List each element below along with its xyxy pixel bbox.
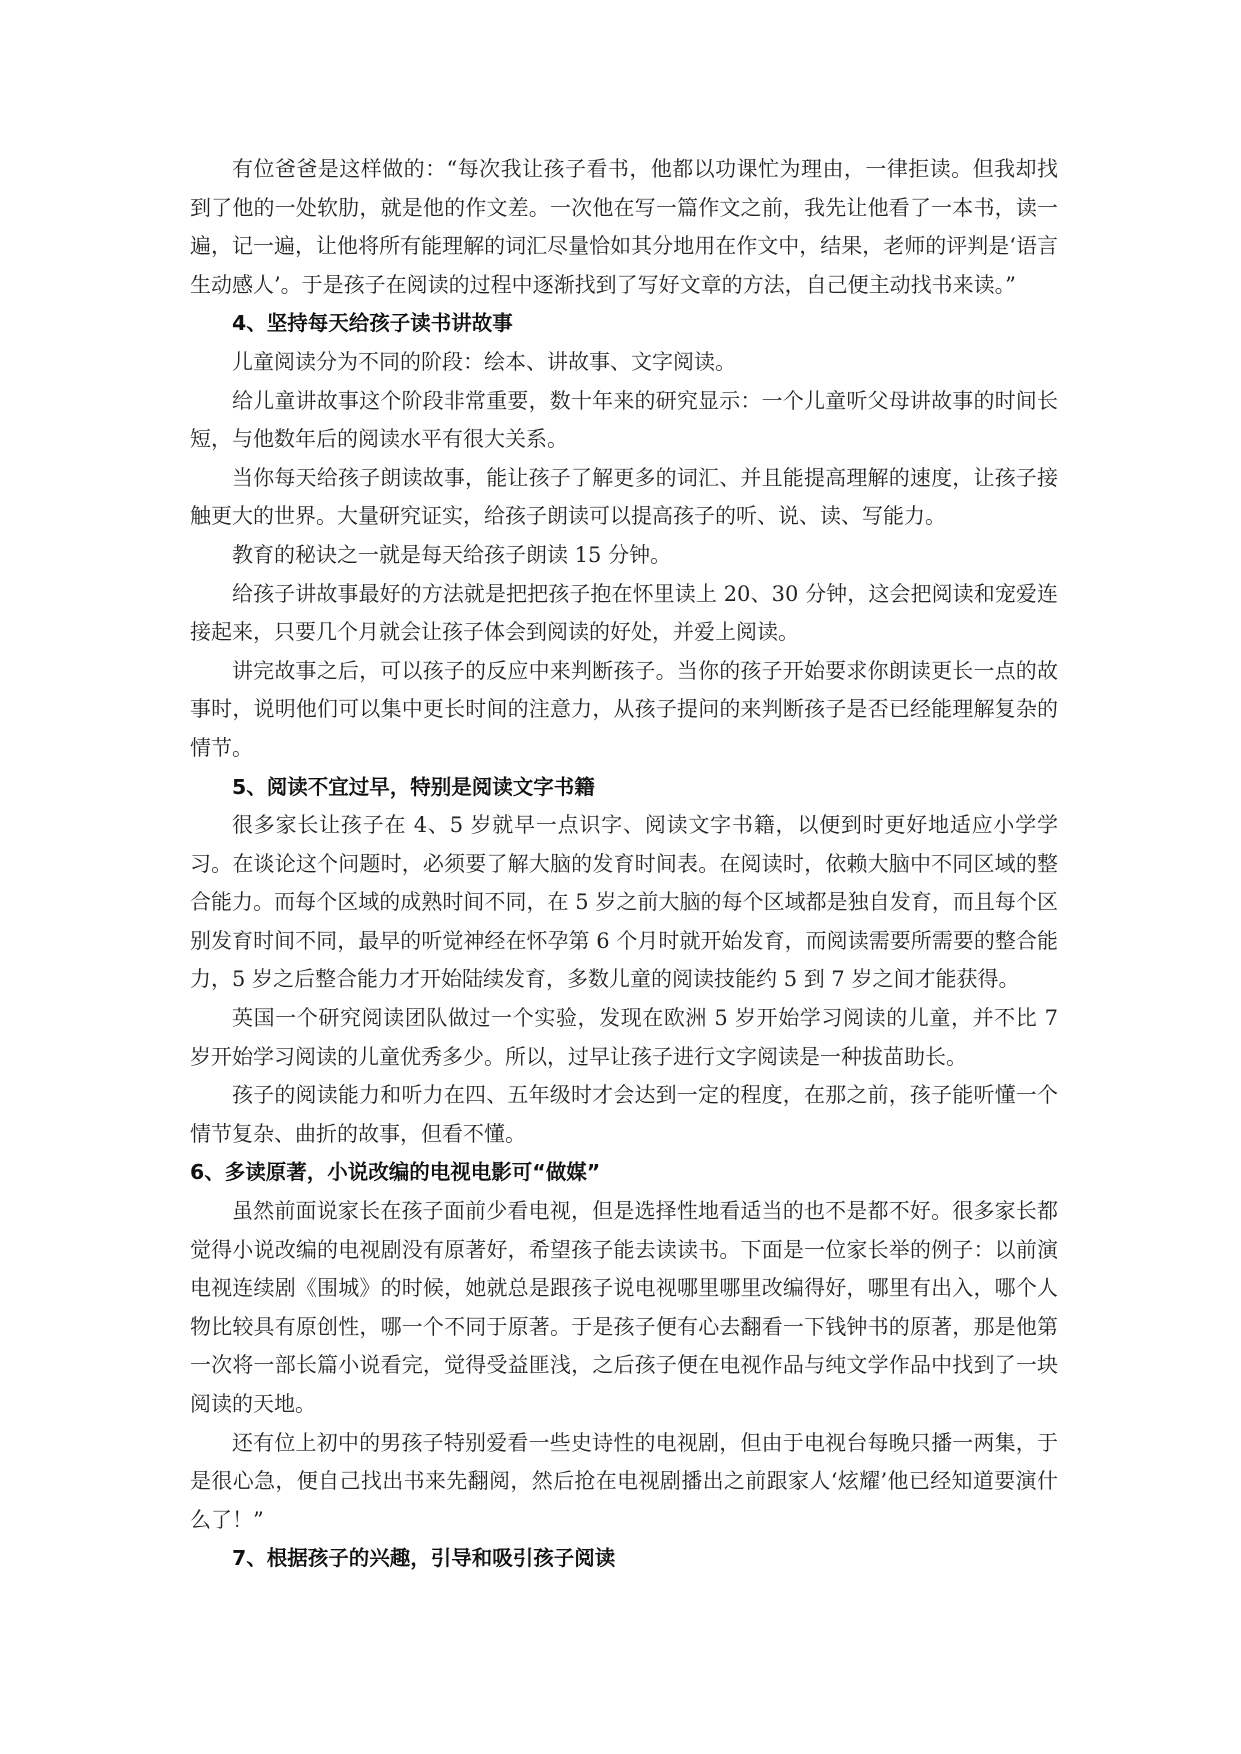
document-body [190,150,1058,1578]
paragraph: 孩子的阅读能力和听力在四、五年级时才会达到一定的程度，在那之前，孩子能听懂一个情节复杂、曲折的故事，但看不懂。 [190,1083,1058,1146]
section-heading: 7、根据孩子的兴趣，引导和吸引孩子阅读 [232,1546,616,1571]
paragraph: 讲完故事之后，可以孩子的反应中来判断孩子。当你的孩子开始要求你朗读更长一点的故事时，说明他们可以集中更长时间的注意力，从孩子提问的来判断孩子是否已经能理解复杂的情节。 [190,658,1058,760]
paragraph: 儿童阅读分为不同的阶段：绘本、讲故事、文字阅读。 [232,349,736,374]
paragraph: 教育的秘诀之一就是每天给孩子朗读 15 分钟。 [232,542,672,567]
paragraph: 有位爸爸是这样做的：“每次我让孩子看书，他都以功课忙为理由，一律拒读。但我却找到了他的一处软肋，就是他的作文差。一次他在写一篇作文之前，我先让他看了一本书，读一遍，记一遍，让他将所有能理解的词汇尽量恰如其分地用在作文中，结果，老师的评判是‘语言生动感人’。于是孩子在阅读的过程中逐渐找到了写好文章的方法，自己便主动找书来读。” [190,157,1058,297]
paragraph: 给儿童讲故事这个阶段非常重要，数十年来的研究显示：一个儿童听父母讲故事的时间长短，与他数年后的阅读水平有很大关系。 [190,388,1058,452]
paragraph: 英国一个研究阅读团队做过一个实验，发现在欧洲 5 岁开始学习阅读的儿童，并不比 7 岁开始学习阅读的儿童优秀多少。所以，过早让孩子进行文字阅读是一种拔苗助长。 [190,1006,1058,1069]
paragraph: 很多家长让孩子在 4、5 岁就早一点识字、阅读文字书籍，以便到时更好地适应小学学习。在谈论这个问题时，必须要了解大脑的发育时间表。在阅读时，依赖大脑中不同区域的整合能力。而每个区域的成熟时间不同，在 5 岁之前大脑的每个区域都是独自发育，而且每个区别发育时间不同，最早的听觉神经在怀孕第 6 个月时就开始发育，而阅读需要所需要的整合能力，5 岁之后整合能力才开始陆续发育，多数儿童的阅读技能约 5 到 7 岁之间才能获得。 [190,813,1058,992]
paragraph: 还有位上初中的男孩子特别爱看一些史诗性的电视剧，但由于电视台每晚只播一两集，于是很心急，便自己找出书来先翻阅，然后抢在电视剧播出之前跟家人‘炫耀’他已经知道要演什么了！” [190,1430,1058,1532]
section-heading: 6、多读原著，小说改编的电视电影可“做媒” [190,1160,601,1185]
paragraph: 当你每天给孩子朗读故事，能让孩子了解更多的词汇、并且能提高理解的速度，让孩子接触更大的世界。大量研究证实，给孩子朗读可以提高孩子的听、说、读、写能力。 [190,465,1058,529]
section-heading: 5、阅读不宜过早，特别是阅读文字书籍 [232,774,595,799]
section-heading: 4、坚持每天给孩子读书讲故事 [232,311,513,336]
paragraph: 给孩子讲故事最好的方法就是把把孩子抱在怀里读上 20、30 分钟，这会把阅读和宠爱连接起来，只要几个月就会让孩子体会到阅读的好处，并爱上阅读。 [190,581,1058,645]
paragraph: 虽然前面说家长在孩子面前少看电视，但是选择性地看适当的也不是都不好。很多家长都觉得小说改编的电视剧没有原著好，希望孩子能去读读书。下面是一位家长举的例子：以前演电视连续剧《围城》的时候，她就总是跟孩子说电视哪里哪里改编得好，哪里有出入，哪个人物比较具有原创性，哪一个不同于原著。于是孩子便有心去翻看一下钱钟书的原著，那是他第一次将一部长篇小说看完，觉得受益匪浅，之后孩子便在电视作品与纯文学作品中找到了一块阅读的天地。 [190,1199,1058,1416]
